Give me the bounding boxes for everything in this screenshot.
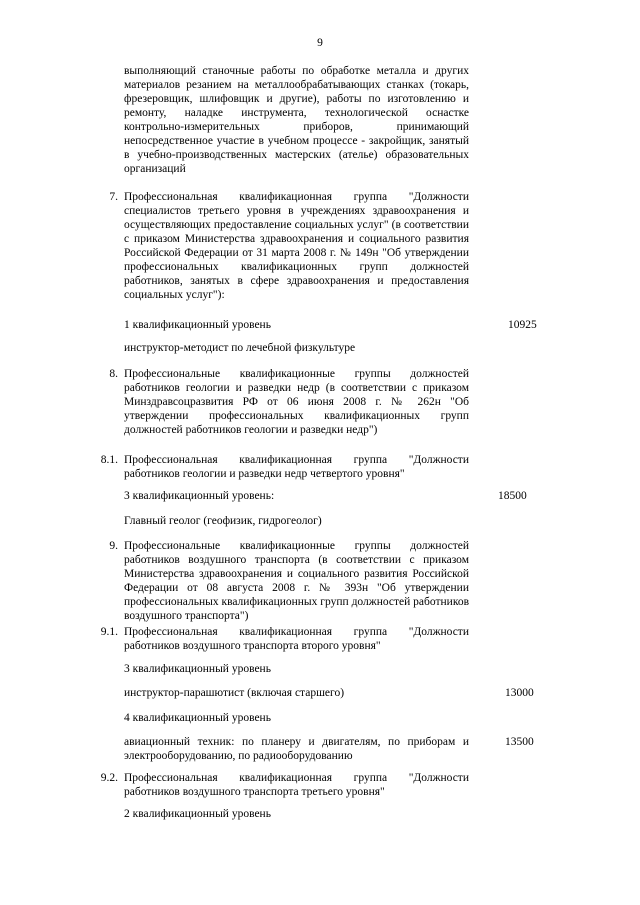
entry-text: 4 квалификационный уровень — [124, 712, 271, 724]
entry-text: 1 квалификационный уровень — [124, 319, 271, 331]
page-number: 9 — [317, 37, 323, 49]
entry-text: Профессиональные квалификационные группы должностей работников воздушного транспорта (в соответствии с приказом Министерства здравоохранения и социального развития Российской Федерации от 08 августа 2008 г. № 393н "Об утверждении профессиональных квалификационных групп должностей работников воздушного транспорта") — [124, 540, 469, 622]
entry-number: 8.1. — [100, 454, 118, 466]
entry-text: Главный геолог (геофизик, гидрогеолог) — [124, 515, 322, 527]
entry-text: 3 квалификационный уровень — [124, 663, 271, 675]
entry-text: Профессиональная квалификационная группа "Должности работников геологии и разведки недр четвертого уровня" — [124, 454, 469, 480]
entry-value: 18500 — [498, 490, 527, 502]
entry-text: инструктор-парашютист (включая старшего) — [124, 687, 345, 699]
entry-text: 2 квалификационный уровень — [124, 808, 271, 820]
entry-value: 10925 — [508, 319, 537, 331]
entry-text: выполняющий станочные работы по обработке металла и других материалов резанием на металлообрабатывающих станках (токарь, фрезеровщик, шлифовщик и другие), работы по изготовлению и ремонту, наладке инструмента, технологической оснастке контрольно-измерительных приборов, принимающий непосредственное участие в учебном процессе - закройщик, занятый в учебно-производственных мастерских (ателье) образовательных организаций — [124, 65, 469, 175]
entry-text: авиационный техник: по планеру и двигателям, по приборам и электрооборудованию, по радиооборудованию — [124, 736, 469, 762]
entry-number: 9.1. — [100, 626, 118, 638]
entry-number: 9. — [109, 540, 118, 552]
entry-text: Профессиональные квалификационные группы должностей работников геологии и разведки недр (в соответствии с приказом Минздравсоцразвития РФ от 06 июня 2008 г. № 262н "Об утверждении профессиональных квалификационных групп должностей работников геологии и разведки недр") — [124, 368, 469, 436]
entry-number: 9.2. — [100, 772, 118, 784]
entry-number: 8. — [109, 368, 118, 380]
entry-text: Профессиональная квалификационная группа "Должности работников воздушного транспорта второго уровня" — [124, 626, 469, 652]
entry-text: 3 квалификационный уровень: — [124, 490, 275, 502]
entry-text: Профессиональная квалификационная группа "Должности специалистов третьего уровня в учреждениях здравоохранения и осуществляющих предоставление социальных услуг" (в соответствии с приказом Министерства здравоохранения и социального развития Российской Федерации от 31 марта 2008 г. № 149н "Об утверждении профессиональных квалификационных групп должностей работников, занятых в сфере здравоохранения и предоставления социальных услуг"): — [124, 191, 469, 301]
entry-text: Профессиональная квалификационная группа "Должности работников воздушного транспорта третьего уровня" — [124, 772, 469, 798]
entry-text: инструктор-методист по лечебной физкультуре — [124, 342, 356, 354]
entry-number: 7. — [109, 191, 118, 203]
entry-value: 13500 — [505, 736, 534, 748]
entry-value: 13000 — [505, 687, 534, 699]
